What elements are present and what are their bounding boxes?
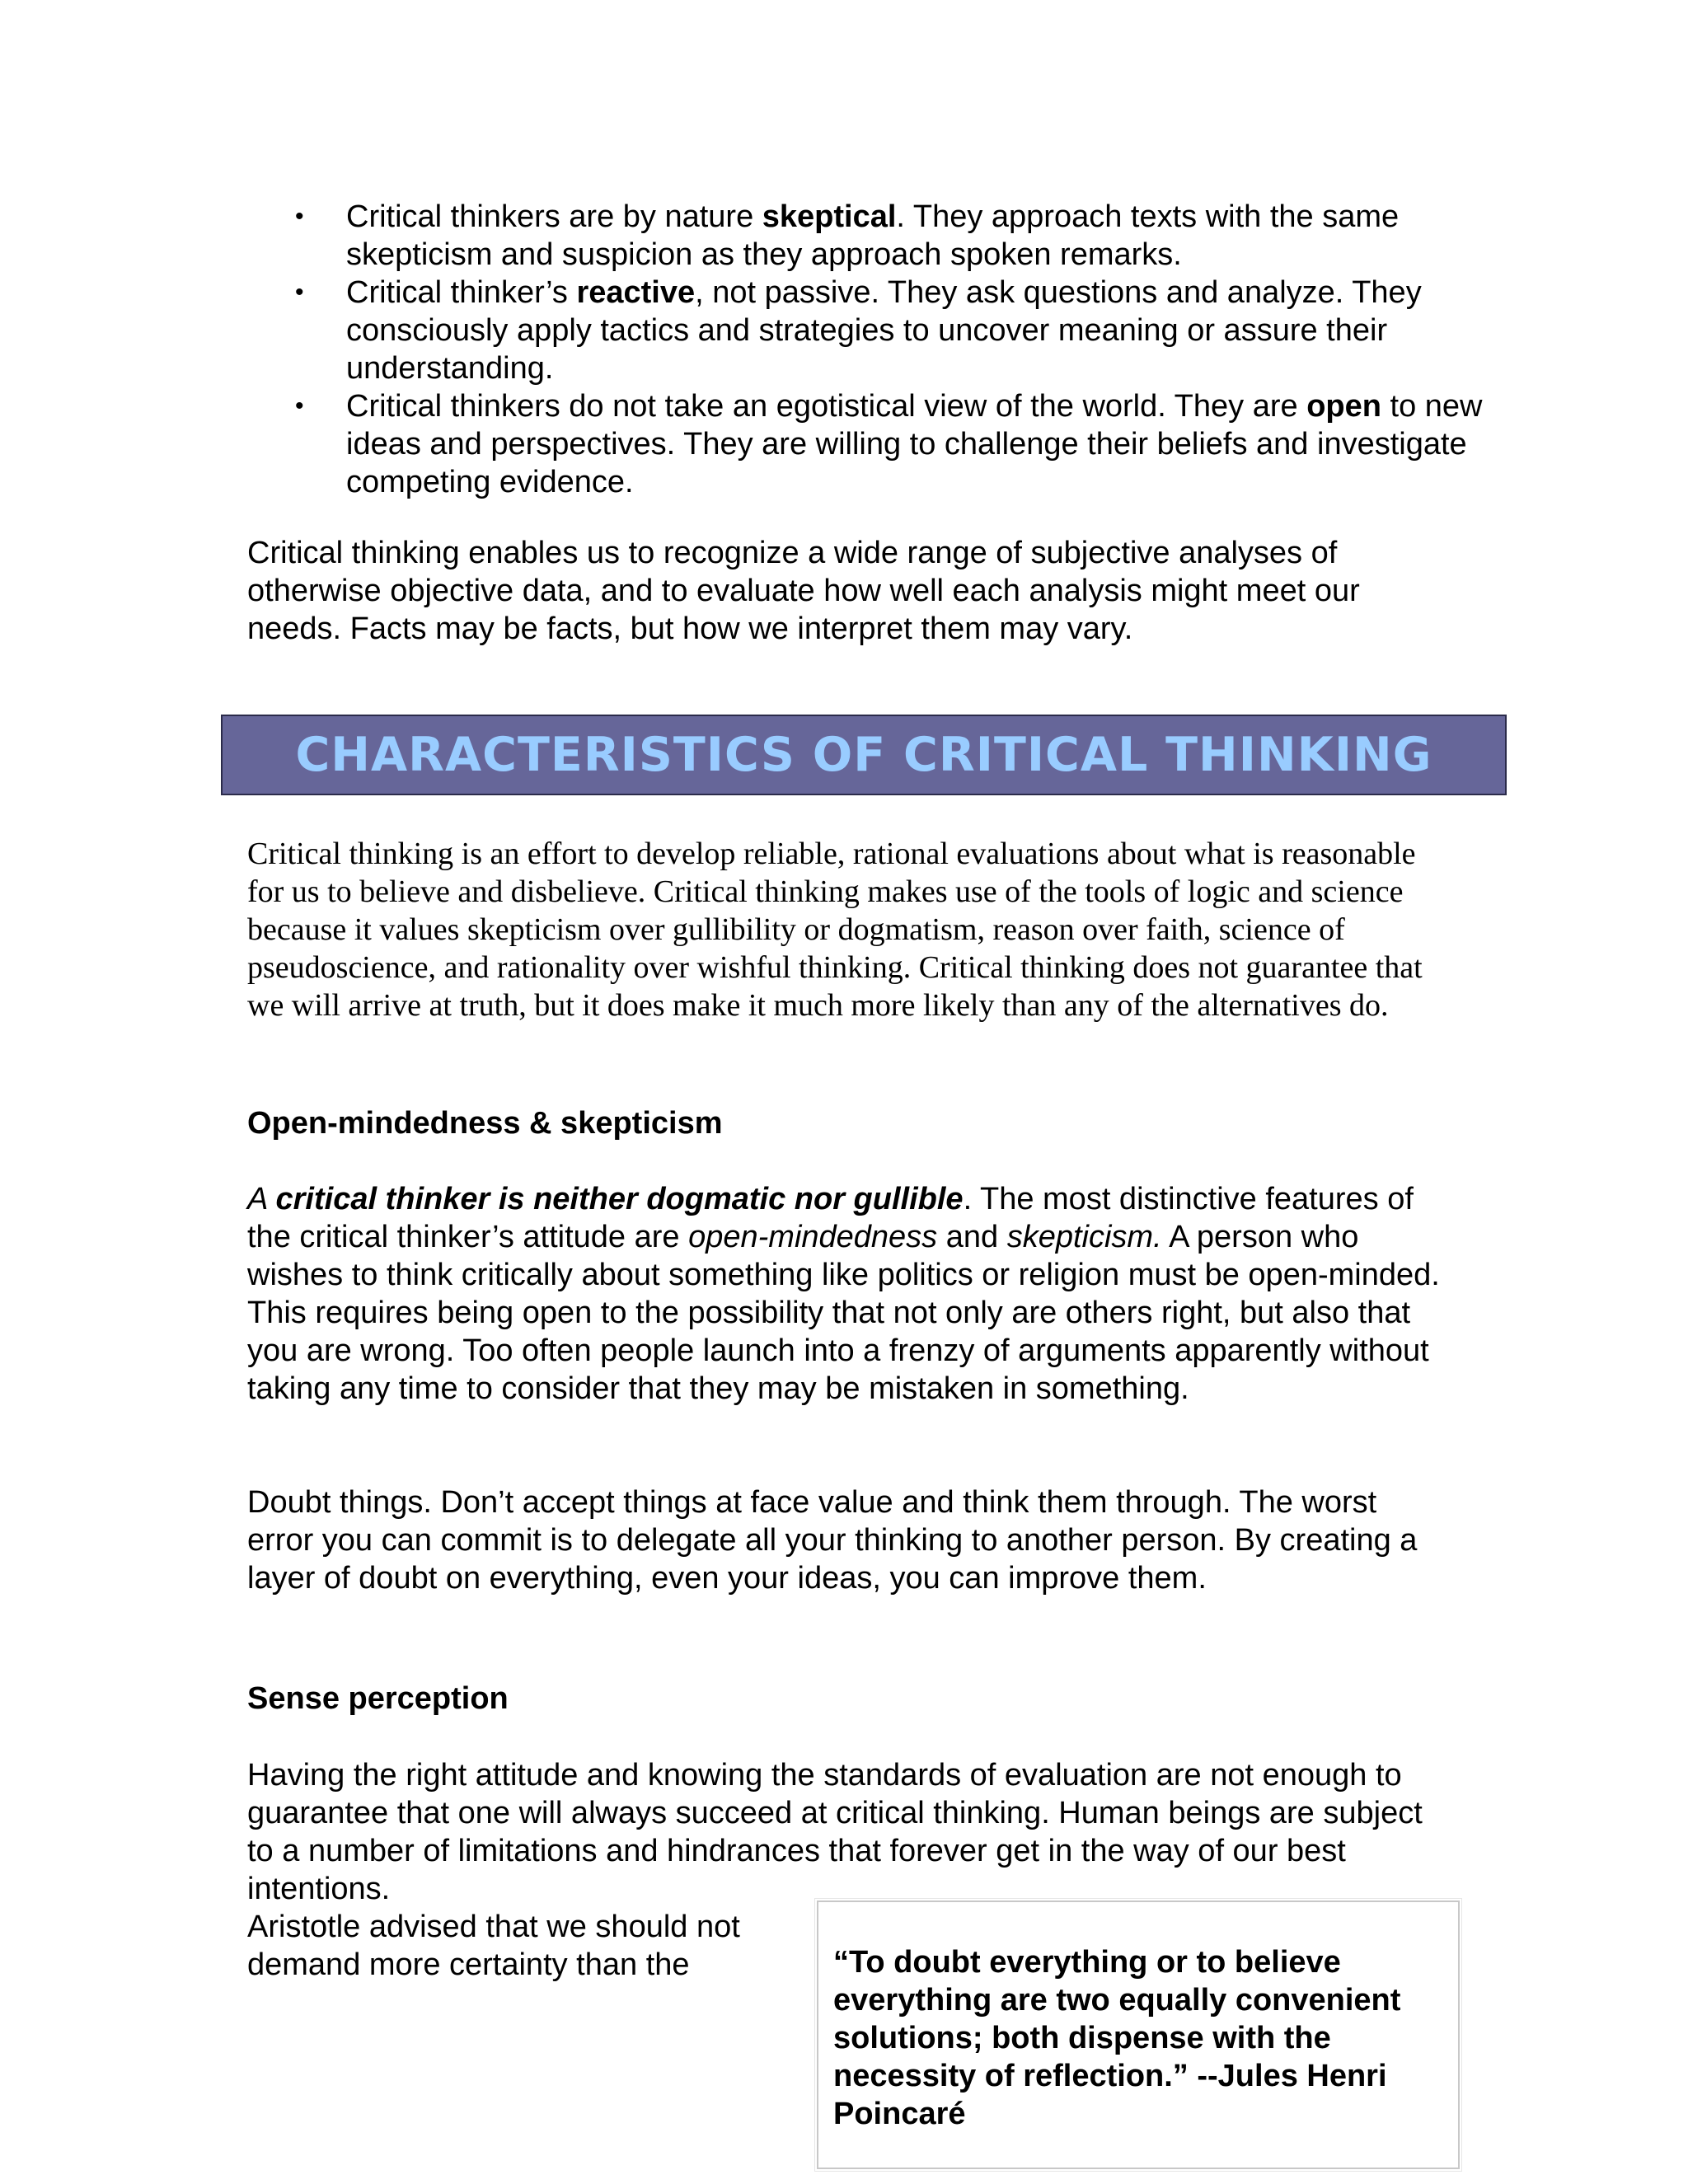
quote-text: “To doubt everything or to believe everything are two equally convenient solutions; both dispense with the necessity of reflection.” --Jules Henri Poincaré xyxy=(833,1945,1401,2131)
definition-paragraph: Critical thinking is an effort to develop reliable, rational evaluations about what is reasonable for us to believe and disbelieve. Critical thinking makes use of the tools of logic and science because it values skepticism over gullibility or dogmatism, reason over faith, science of pseudoscience, and rationality over wishful thinking. Critical thinking does not guarantee that we will arrive at truth, but it does make it much more likely than any of the alternatives do. xyxy=(247,837,1423,1023)
banner-title: CHARACTERISTICS OF CRITICAL THINKING xyxy=(295,728,1432,782)
quote-box xyxy=(817,1900,1460,2169)
aristotle-paragraph: Aristotle advised that we should not demand more certainty than the xyxy=(247,1910,740,1982)
bullet-icon: • xyxy=(295,203,304,230)
open-mindedness-paragraph: A critical thinker is neither dogmatic nor gullible. The most distinctive features of the critical thinker’s attitude are open-mindedness and skepticism. A person who wishes to think critically about something like politics or religion must be open-minded. This requires being open to the possibility that not only are others right, but also that you are wrong. Too often people launch into a frenzy of arguments apparently without taking any time to consider that they may be mistaken in something. xyxy=(247,1182,1440,1406)
section-banner xyxy=(221,715,1507,795)
characteristics-bullet-list xyxy=(247,198,1533,501)
section-heading-open-mindedness: Open-mindedness & skepticism xyxy=(247,1106,723,1141)
bullet-item: • Critical thinkers do not take an egotistical view of the world. They are open to new ideas and perspectives. They are willing to challenge their beliefs and investigate competing evidence. xyxy=(295,389,1483,499)
bullet-item: • Critical thinker’s reactive, not passive. They ask questions and analyze. They consciously apply tactics and strategies to uncover meaning or assure their understanding. xyxy=(295,275,1422,386)
bullet-icon: • xyxy=(295,279,304,306)
bullet-icon: • xyxy=(295,392,304,419)
section-heading-sense-perception: Sense perception xyxy=(247,1681,509,1716)
intro-paragraph: Critical thinking enables us to recognize a wide range of subjective analyses of otherwise objective data, and to evaluate how well each analysis might meet our needs. Facts may be facts, but how we interpret them may vary. xyxy=(247,536,1360,646)
sense-perception-paragraph: Having the right attitude and knowing the standards of evaluation are not enough to guarantee that one will always succeed at critical thinking. Human beings are subject to a number of limitations and hindrances that forever get in the way of our best intentions. xyxy=(247,1758,1423,1906)
bullet-item: • Critical thinkers are by nature skeptical. They approach texts with the same skepticism and suspicion as they approach spoken remarks. xyxy=(295,199,1400,272)
doubt-things-paragraph: Doubt things. Don’t accept things at face value and think them through. The worst error you can commit is to delegate all your thinking to another person. By creating a layer of doubt on everything, even your ideas, you can improve them. xyxy=(247,1485,1418,1596)
